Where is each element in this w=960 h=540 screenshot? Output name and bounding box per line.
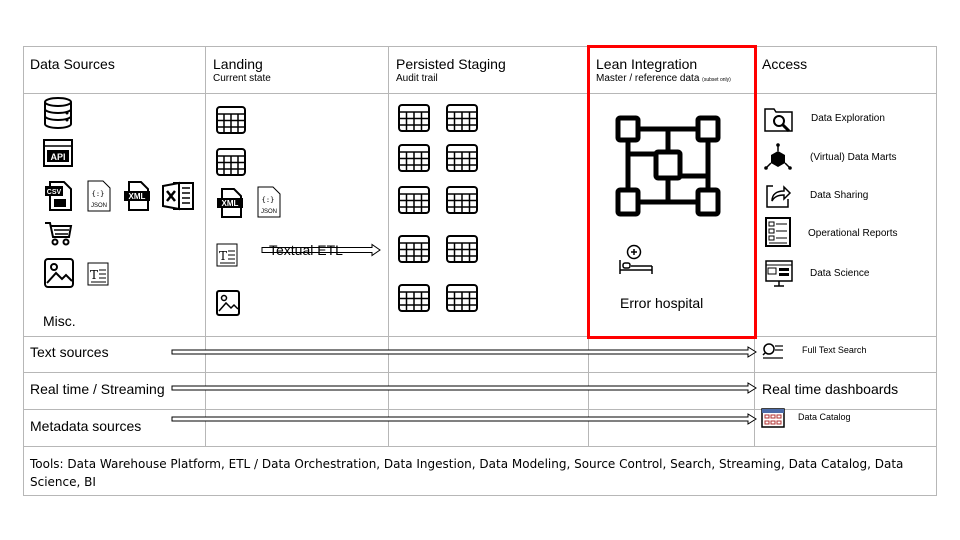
table-icon	[446, 104, 478, 132]
subheader-lean-note: (subset only)	[702, 77, 731, 83]
xml-file-icon	[123, 181, 151, 211]
misc-label: Misc.	[43, 313, 76, 329]
text-sources-arrow	[172, 346, 757, 358]
svg-text:{:}: {:}	[261, 196, 275, 204]
table-icon	[446, 144, 478, 172]
row-metadata-sources: Metadata sources	[30, 418, 142, 434]
metadata-arrow	[172, 413, 757, 425]
cube-network-icon	[764, 143, 792, 171]
excel-icon	[162, 182, 194, 210]
textual-etl-label: Textual ETL	[269, 242, 343, 258]
api-icon	[43, 139, 73, 167]
json-file-icon	[256, 186, 282, 218]
header-lean-integration: Lean Integration	[596, 56, 698, 72]
report-icon	[765, 217, 793, 247]
access-data-sharing: Data Sharing	[810, 190, 869, 201]
table-icon	[398, 235, 430, 263]
xml-label: XML	[128, 192, 146, 201]
access-operational-reports: Operational Reports	[808, 228, 898, 239]
text-document-icon	[216, 243, 238, 267]
table-icon	[216, 148, 246, 176]
api-label: API	[50, 152, 66, 162]
hospital-bed-icon	[618, 244, 654, 276]
share-icon	[764, 183, 792, 209]
access-data-catalog: Data Catalog	[798, 412, 851, 422]
table-icon	[398, 104, 430, 132]
streaming-arrow	[172, 382, 757, 394]
integration-network-icon	[614, 114, 722, 222]
csv-label: CSV	[46, 189, 62, 196]
csv-file-icon	[44, 181, 74, 211]
error-hospital-label: Error hospital	[620, 295, 704, 311]
image-icon	[216, 290, 240, 316]
table-icon	[398, 144, 430, 172]
database-icon	[42, 97, 74, 129]
svg-text:T: T	[90, 268, 99, 282]
row-text-sources: Text sources	[30, 344, 109, 360]
access-data-science: Data Science	[810, 268, 870, 279]
subheader-lean-integration	[596, 73, 731, 86]
json-label: JSON	[260, 209, 278, 215]
header-landing: Landing	[213, 56, 263, 72]
header-persisted-staging: Persisted Staging	[396, 56, 506, 72]
access-data-marts: (Virtual) Data Marts	[810, 152, 897, 163]
tools-text: Tools: Data Warehouse Platform, ETL / Data Orchestration, Data Ingestion, Data Modeling, Source Control, Search, Streaming, Data Catalog, Data Science, BI	[30, 457, 904, 489]
row-real-time-streaming: Real time / Streaming	[30, 381, 165, 397]
header-data-sources: Data Sources	[30, 56, 115, 72]
access-data-exploration: Data Exploration	[811, 113, 885, 124]
table-icon	[398, 186, 430, 214]
svg-text:T: T	[219, 249, 228, 263]
table-icon	[446, 284, 478, 312]
access-full-text-search: Full Text Search	[802, 345, 867, 355]
table-icon	[398, 284, 430, 312]
dashboard-icon	[765, 260, 793, 288]
full-text-search-icon	[762, 342, 784, 360]
subheader-lean-text: Master / reference data	[596, 73, 700, 84]
xml-file-icon	[216, 188, 244, 218]
header-access: Access	[762, 56, 808, 72]
table-icon	[446, 235, 478, 263]
xml-label: XML	[221, 199, 239, 208]
image-icon	[44, 258, 74, 288]
subheader-persisted-staging: Audit trail	[396, 73, 438, 84]
magnifier-icon	[764, 106, 794, 132]
subheader-landing: Current state	[213, 73, 271, 84]
json-file-icon	[86, 180, 112, 212]
table-icon	[216, 106, 246, 134]
table-icon	[446, 186, 478, 214]
svg-text:{:}: {:}	[91, 190, 105, 198]
json-label: JSON	[90, 203, 108, 209]
shopping-cart-icon	[44, 221, 72, 247]
access-real-time-dashboards: Real time dashboards	[762, 381, 899, 397]
data-catalog-icon	[761, 408, 785, 428]
text-document-icon	[87, 262, 109, 286]
